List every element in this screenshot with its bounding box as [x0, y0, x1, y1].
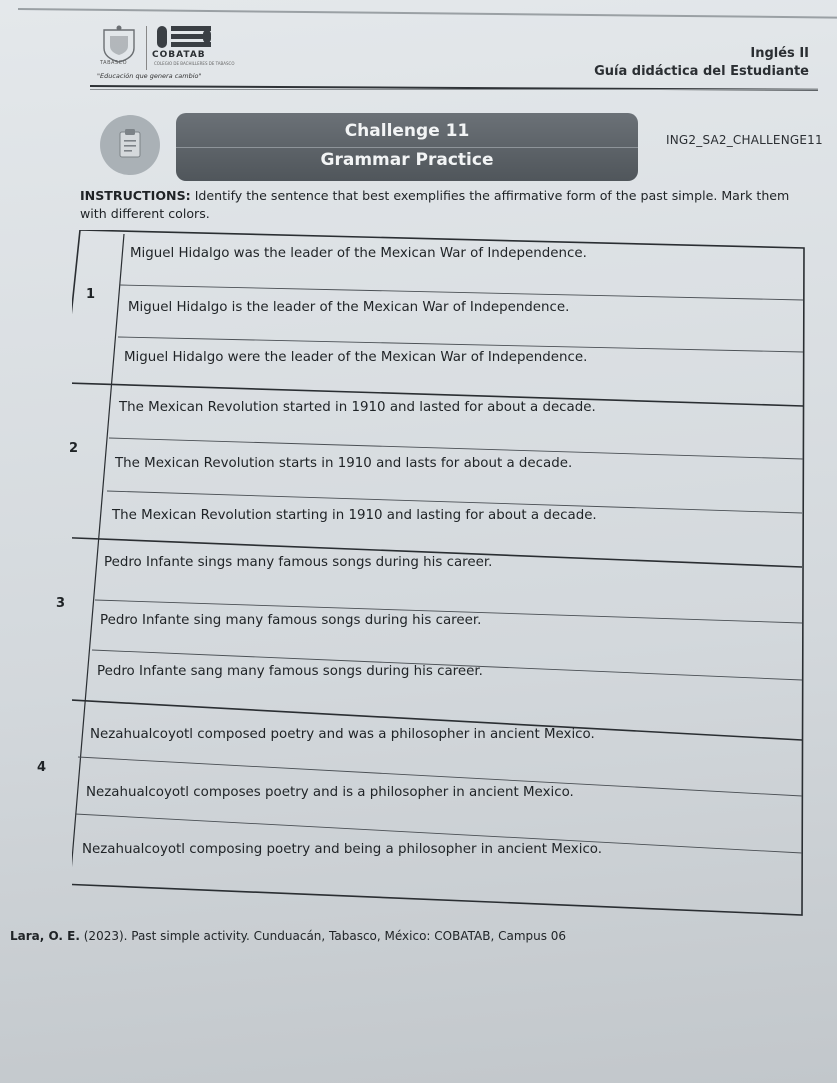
sentence-option[interactable]: Miguel Hidalgo were the leader of the Mexican War of Independence.	[124, 350, 588, 365]
sentence-option[interactable]: Pedro Infante sings many famous songs during his career.	[104, 555, 493, 570]
logo-subtitle: COLEGIO DE BACHILLERES DE TABASCO	[154, 61, 235, 66]
header-rule-thin	[90, 89, 818, 90]
table-grid	[72, 230, 807, 920]
group-number: 1	[86, 287, 96, 302]
banner-divider	[176, 147, 638, 148]
sentence-option[interactable]: Nezahualcoyotl composed poetry and was a philosopher in ancient Mexico.	[90, 727, 595, 742]
citation	[10, 929, 566, 943]
group-number: 3	[56, 596, 66, 611]
instructions	[80, 187, 815, 223]
sentence-option[interactable]: The Mexican Revolution starting in 1910 and lasting for about a decade.	[112, 508, 597, 523]
instructions-label: INSTRUCTIONS:	[80, 188, 191, 203]
sentence-option[interactable]: Pedro Infante sang many famous songs during his career.	[97, 664, 483, 679]
sentence-option[interactable]: The Mexican Revolution started in 1910 and lasted for about a decade.	[119, 400, 596, 415]
state-seal-icon	[100, 24, 138, 64]
citation-author: Lara, O. E.	[10, 929, 80, 943]
challenge-subtitle: Grammar Practice	[320, 150, 494, 170]
instructions-text: Identify the sentence that best exemplifies the affirmative form of the past simple. Mark them with different colors.	[80, 188, 790, 221]
seal-caption: TABASCO	[100, 60, 128, 66]
exercise-table	[37, 230, 804, 915]
page-edge	[18, 8, 837, 19]
sentence-option[interactable]: Nezahualcoyotl composing poetry and being a philosopher in ancient Mexico.	[82, 842, 603, 857]
sentence-option[interactable]: Miguel Hidalgo was the leader of the Mexican War of Independence.	[130, 246, 587, 261]
clipboard-icon	[118, 128, 142, 158]
challenge-code: ING2_SA2_CHALLENGE11	[666, 133, 823, 147]
group-number: 4	[37, 760, 47, 775]
logo-name: COBATAB	[152, 50, 206, 60]
sentence-option[interactable]: Pedro Infante sing many famous songs during his career.	[100, 613, 482, 628]
sentence-option[interactable]: Nezahualcoyotl composes poetry and is a philosopher in ancient Mexico.	[86, 785, 574, 800]
subject-title: Inglés II	[750, 46, 809, 61]
citation-text: (2023). Past simple activity. Cunduacán, Tabasco, México: COBATAB, Campus 06	[79, 929, 567, 943]
sentence-option[interactable]: The Mexican Revolution starts in 1910 and lasts for about a decade.	[115, 456, 573, 471]
group-number: 2	[69, 441, 79, 456]
header-divider	[146, 26, 147, 70]
sentence-option[interactable]: Miguel Hidalgo is the leader of the Mexican War of Independence.	[128, 300, 570, 315]
challenge-title: Challenge 11	[344, 121, 470, 141]
slogan: "Educación que genera cambio"	[97, 72, 202, 80]
guide-title: Guía didáctica del Estudiante	[594, 64, 809, 79]
